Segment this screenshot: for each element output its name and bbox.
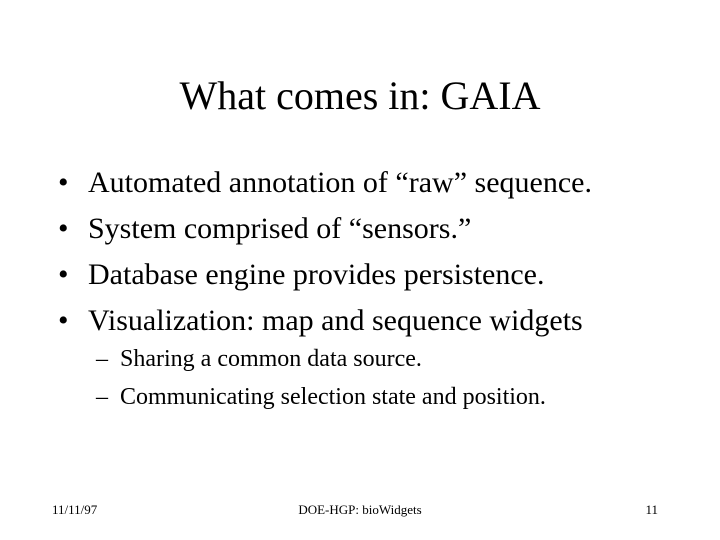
- footer-date: 11/11/97: [52, 502, 98, 517]
- footer-title: DOE-HGP: bioWidgets: [298, 502, 422, 517]
- sub-bullet-marker: –: [96, 384, 108, 410]
- bullet-text: Automated annotation of “raw” sequence.: [88, 166, 592, 199]
- slide-title: What comes in: GAIA: [179, 73, 541, 118]
- bullet-text: Database engine provides persistence.: [88, 258, 545, 291]
- sub-bullet-item: [96, 340, 546, 378]
- bullet-text: System comprised of “sensors.”: [88, 212, 472, 245]
- bullet-marker: •: [58, 258, 69, 291]
- bullet-item: [58, 206, 592, 252]
- bullet-list: [58, 160, 592, 344]
- bullet-item: [58, 298, 592, 344]
- sub-bullet-marker: –: [96, 346, 108, 372]
- bullet-marker: •: [58, 166, 69, 199]
- bullet-marker: •: [58, 304, 69, 337]
- sub-bullet-text: Communicating selection state and position.: [120, 384, 546, 410]
- page-number: 11: [645, 502, 658, 517]
- bullet-marker: •: [58, 212, 69, 245]
- bullet-item: [58, 252, 592, 298]
- sub-bullet-item: [96, 378, 546, 416]
- sub-bullet-text: Sharing a common data source.: [120, 346, 422, 372]
- bullet-item: [58, 160, 592, 206]
- sub-bullet-list: [96, 340, 546, 416]
- bullet-text: Visualization: map and sequence widgets: [88, 304, 583, 337]
